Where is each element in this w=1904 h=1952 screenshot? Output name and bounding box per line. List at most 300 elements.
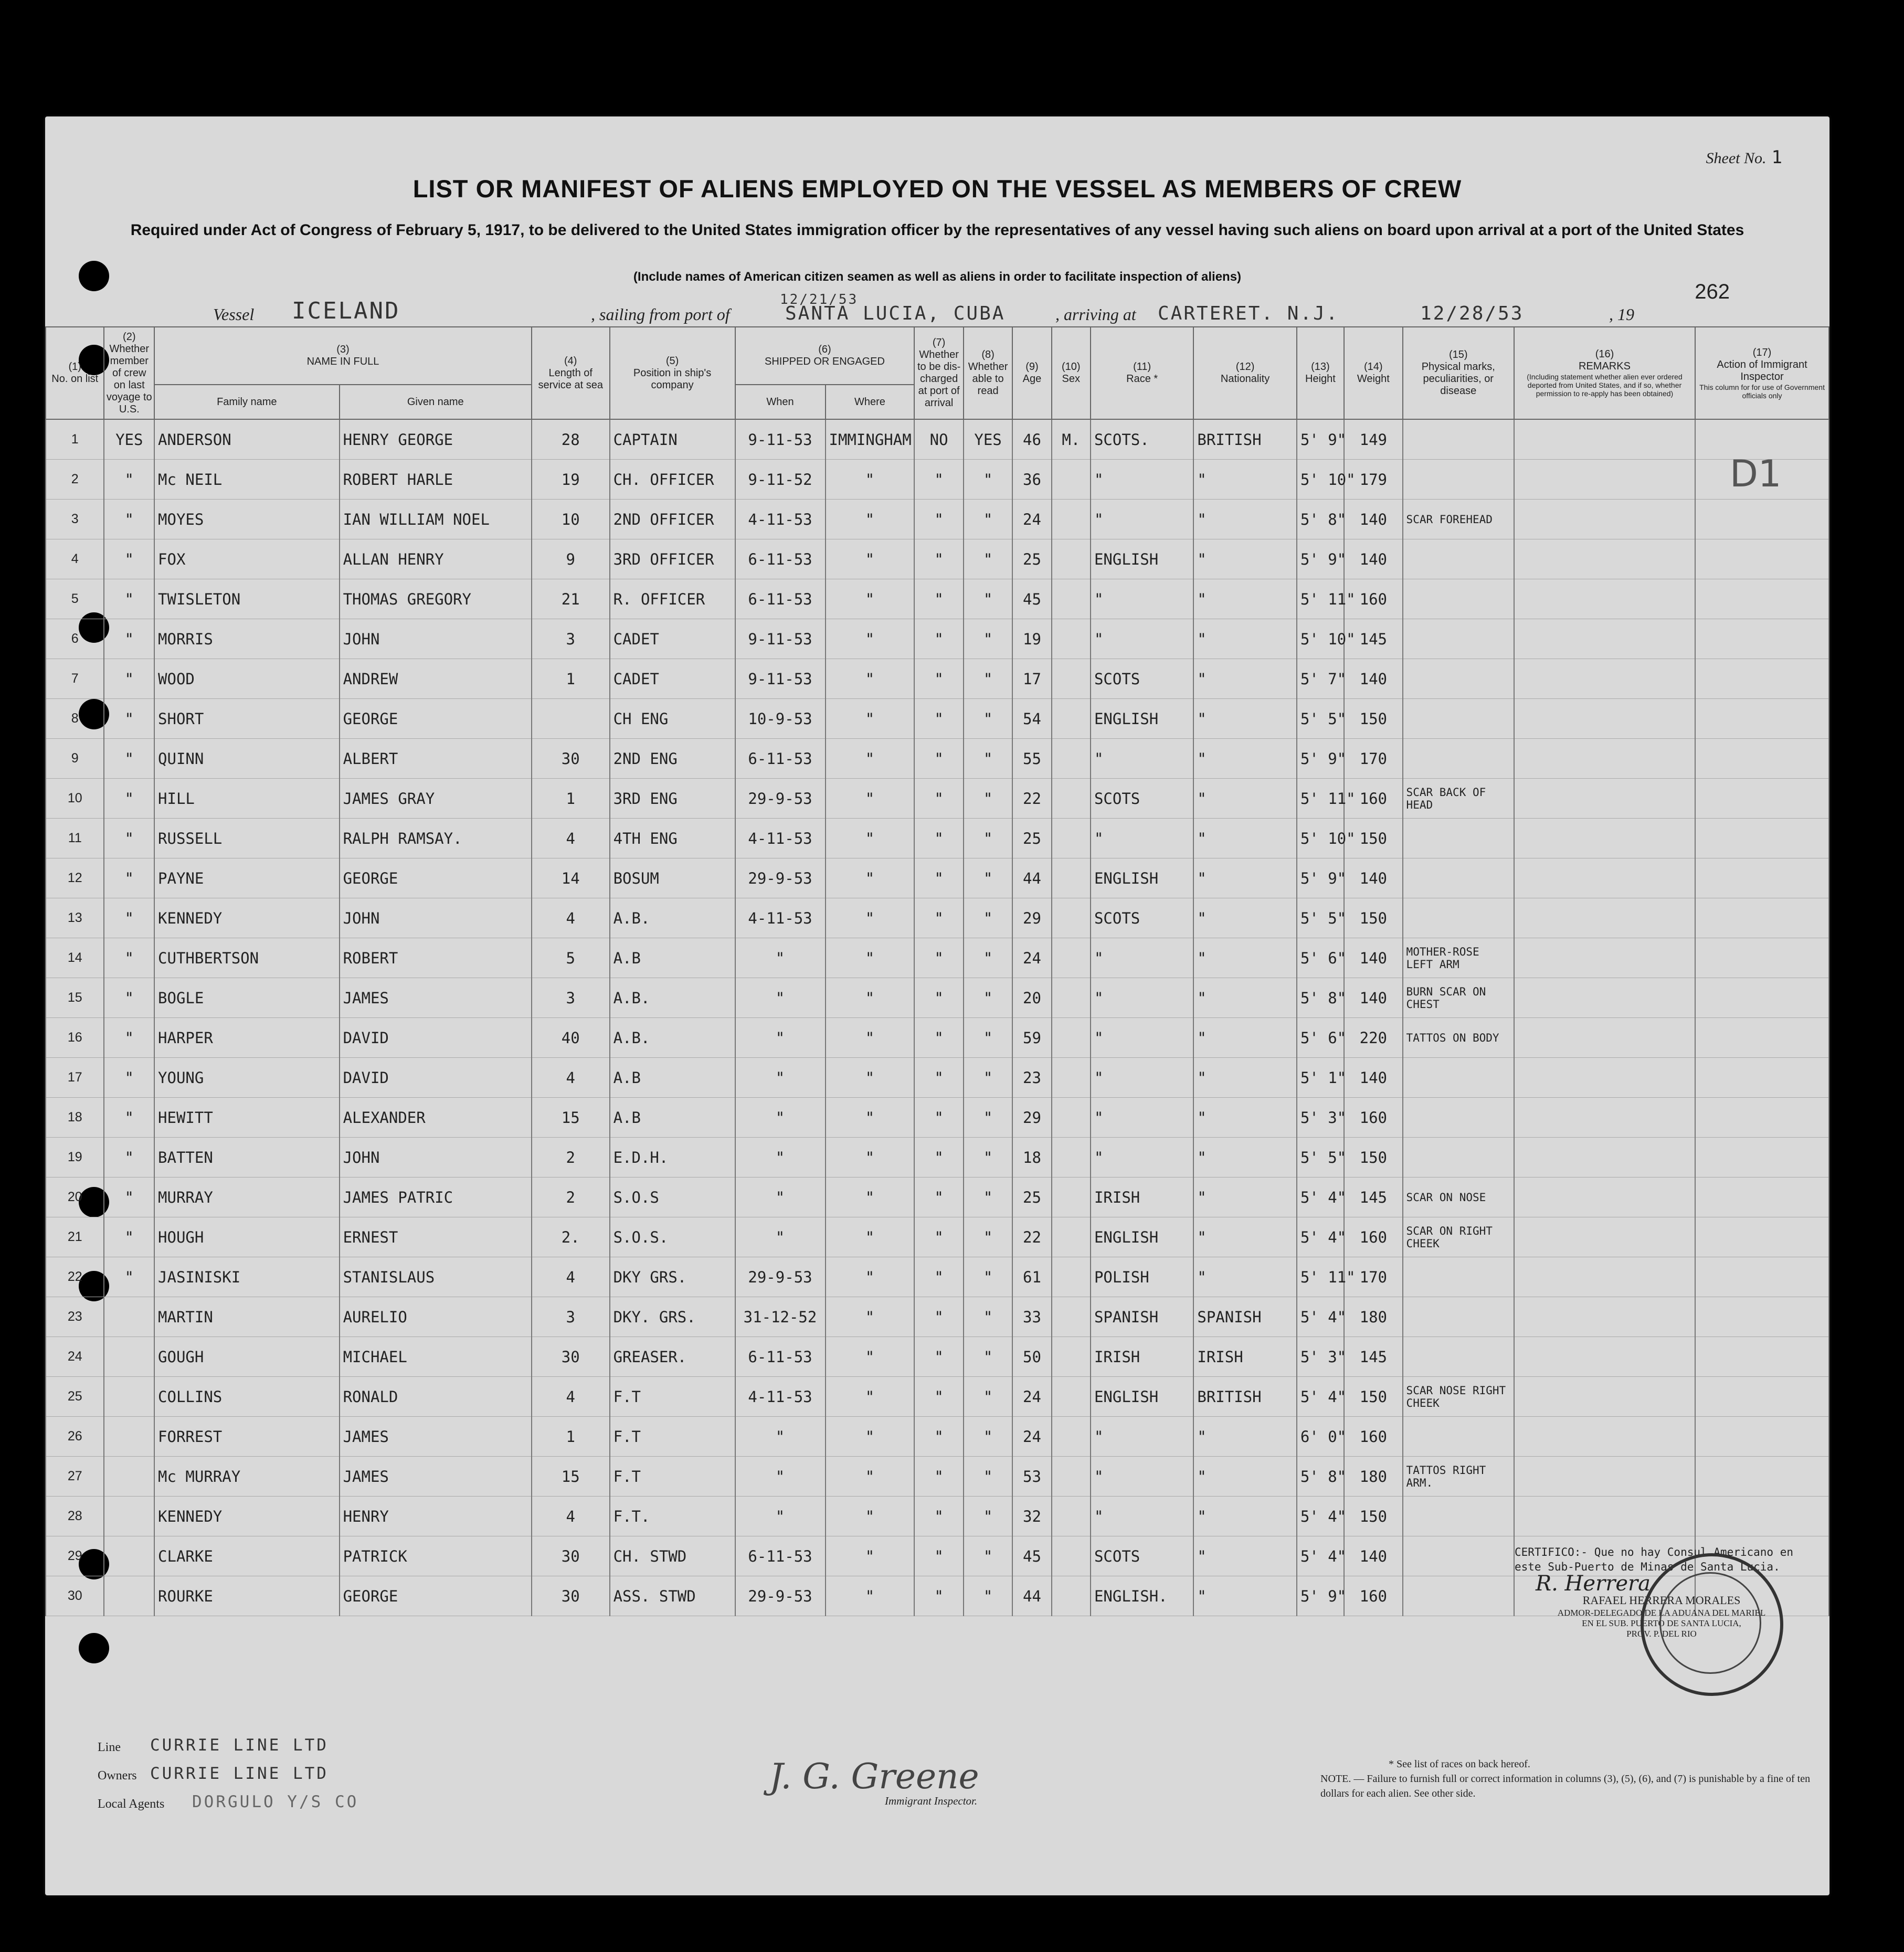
cell-discharged: " xyxy=(914,1417,963,1457)
cell-given: ANDREW xyxy=(340,659,532,699)
cell-no: 4 xyxy=(46,539,104,579)
cell-race: SCOTS xyxy=(1091,779,1193,819)
cell-weight: 145 xyxy=(1344,619,1402,659)
cell-when: 4-11-53 xyxy=(735,1377,826,1417)
cell-remarks xyxy=(1514,419,1695,460)
cell-given: MICHAEL xyxy=(340,1337,532,1377)
cell-age: 19 xyxy=(1012,619,1051,659)
cell-sex xyxy=(1052,858,1091,898)
cell-where: " xyxy=(826,1497,915,1536)
cell-race: ENGLISH xyxy=(1091,858,1193,898)
cell-remarks xyxy=(1514,460,1695,500)
col-whether-member: (2) Whether member of crew on last voyage to U.S. xyxy=(104,327,154,419)
cell-position: 3RD OFFICER xyxy=(610,539,735,579)
cell-remarks xyxy=(1514,619,1695,659)
cell-read: " xyxy=(964,779,1012,819)
cell-marks xyxy=(1403,1576,1514,1616)
cell-member: " xyxy=(104,460,154,500)
cell-where: " xyxy=(826,1337,915,1377)
cell-race: SCOTS xyxy=(1091,1536,1193,1576)
cell-action xyxy=(1695,1098,1829,1138)
cell-no: 27 xyxy=(46,1457,104,1497)
cell-where: " xyxy=(826,1457,915,1497)
cell-marks xyxy=(1403,579,1514,619)
cell-service: 4 xyxy=(532,1058,610,1098)
cell-when: 9-11-53 xyxy=(735,419,826,460)
cell-action xyxy=(1695,1018,1829,1058)
cell-sex xyxy=(1052,1257,1091,1297)
cell-discharged: " xyxy=(914,579,963,619)
cell-family: HARPER xyxy=(154,1018,340,1058)
cell-given: THOMAS GREGORY xyxy=(340,579,532,619)
cell-age: 45 xyxy=(1012,579,1051,619)
cell-no: 28 xyxy=(46,1497,104,1536)
cell-read: " xyxy=(964,938,1012,978)
cell-remarks xyxy=(1514,500,1695,539)
table-row xyxy=(46,739,1829,779)
cell-where: " xyxy=(826,1098,915,1138)
cell-read: " xyxy=(964,1497,1012,1536)
cell-height: 5' 8" xyxy=(1297,500,1344,539)
cell-given: RONALD xyxy=(340,1377,532,1417)
cell-nationality: BRITISH xyxy=(1193,419,1296,460)
cell-weight: 140 xyxy=(1344,858,1402,898)
cell-race: " xyxy=(1091,579,1193,619)
cell-service: 40 xyxy=(532,1018,610,1058)
cell-where: " xyxy=(826,819,915,858)
cell-when: " xyxy=(735,1457,826,1497)
table-row xyxy=(46,779,1829,819)
cell-height: 5' 11" xyxy=(1297,1257,1344,1297)
cell-member: " xyxy=(104,1138,154,1177)
cell-height: 5' 10" xyxy=(1297,819,1344,858)
cell-nationality: SPANISH xyxy=(1193,1297,1296,1337)
col-discharged: (7) Whether to be dis- charged at port of arrival xyxy=(914,327,963,419)
cell-sex xyxy=(1052,938,1091,978)
cell-family: CUTHBERTSON xyxy=(154,938,340,978)
cell-remarks xyxy=(1514,1257,1695,1297)
cell-nationality: " xyxy=(1193,619,1296,659)
arrival-date: 12/28/53 xyxy=(1420,303,1524,324)
cell-action xyxy=(1695,619,1829,659)
cell-given: JAMES xyxy=(340,1457,532,1497)
cell-when: 31-12-52 xyxy=(735,1297,826,1337)
cell-race: IRISH xyxy=(1091,1177,1193,1217)
cell-family: CLARKE xyxy=(154,1536,340,1576)
cell-family: MORRIS xyxy=(154,619,340,659)
cell-given: IAN WILLIAM NOEL xyxy=(340,500,532,539)
cell-where: " xyxy=(826,539,915,579)
cell-no: 11 xyxy=(46,819,104,858)
table-row xyxy=(46,539,1829,579)
cell-where: " xyxy=(826,1576,915,1616)
cell-marks xyxy=(1403,619,1514,659)
cell-sex xyxy=(1052,1058,1091,1098)
cell-age: 55 xyxy=(1012,739,1051,779)
cell-age: 24 xyxy=(1012,938,1051,978)
cell-position: 2ND ENG xyxy=(610,739,735,779)
cell-when: " xyxy=(735,978,826,1018)
col-race: (11) Race * xyxy=(1091,327,1193,419)
cell-remarks xyxy=(1514,1098,1695,1138)
col-position: (5) Position in ship's company xyxy=(610,327,735,419)
cell-action xyxy=(1695,1337,1829,1377)
cell-marks xyxy=(1403,460,1514,500)
cell-service: 30 xyxy=(532,1576,610,1616)
cell-member: " xyxy=(104,699,154,739)
cell-remarks xyxy=(1514,898,1695,938)
table-row xyxy=(46,978,1829,1018)
cell-position: A.B xyxy=(610,938,735,978)
cell-given: GEORGE xyxy=(340,1576,532,1616)
cell-read: " xyxy=(964,1217,1012,1257)
cell-race: SPANISH xyxy=(1091,1297,1193,1337)
cell-position: DKY. GRS. xyxy=(610,1297,735,1337)
table-row xyxy=(46,1457,1829,1497)
cell-nationality: " xyxy=(1193,659,1296,699)
cell-member xyxy=(104,1457,154,1497)
cell-service: 3 xyxy=(532,619,610,659)
table-row xyxy=(46,460,1829,500)
cell-when: 6-11-53 xyxy=(735,1536,826,1576)
cell-service: 9 xyxy=(532,539,610,579)
footnotes: * See list of races on back hereof. NOTE. — Failure to furnish full or correct information in columns (3), (5), (6), and (7) is punishable by a fine of ten dollars for each alien. See other side. xyxy=(1320,1758,1811,1799)
cell-marks xyxy=(1403,1417,1514,1457)
cell-member: " xyxy=(104,1058,154,1098)
cell-age: 36 xyxy=(1012,460,1051,500)
cell-no: 18 xyxy=(46,1098,104,1138)
line-value: CURRIE LINE LTD xyxy=(150,1736,329,1755)
cell-no: 3 xyxy=(46,500,104,539)
cell-sex xyxy=(1052,619,1091,659)
cell-action xyxy=(1695,500,1829,539)
cell-service: 30 xyxy=(532,1536,610,1576)
cell-race: " xyxy=(1091,1018,1193,1058)
cell-sex xyxy=(1052,1497,1091,1536)
cell-where: " xyxy=(826,858,915,898)
cell-nationality: " xyxy=(1193,539,1296,579)
cell-nationality: " xyxy=(1193,1257,1296,1297)
cell-given: RALPH RAMSAY. xyxy=(340,819,532,858)
cell-where: " xyxy=(826,898,915,938)
cell-where: " xyxy=(826,579,915,619)
cell-position: F.T xyxy=(610,1377,735,1417)
cell-age: 61 xyxy=(1012,1257,1051,1297)
cell-when: 10-9-53 xyxy=(735,699,826,739)
cell-where: " xyxy=(826,1536,915,1576)
cell-family: KENNEDY xyxy=(154,898,340,938)
cell-family: TWISLETON xyxy=(154,579,340,619)
cell-no: 6 xyxy=(46,619,104,659)
cell-race: IRISH xyxy=(1091,1337,1193,1377)
cell-member: " xyxy=(104,779,154,819)
cell-sex xyxy=(1052,500,1091,539)
cell-height: 5' 3" xyxy=(1297,1337,1344,1377)
cell-remarks xyxy=(1514,1377,1695,1417)
cell-given: JOHN xyxy=(340,1138,532,1177)
cell-family: HILL xyxy=(154,779,340,819)
cell-action xyxy=(1695,898,1829,938)
cell-member xyxy=(104,1297,154,1337)
cell-marks xyxy=(1403,1138,1514,1177)
table-row xyxy=(46,1138,1829,1177)
cell-given: JAMES xyxy=(340,1417,532,1457)
cell-when: " xyxy=(735,1217,826,1257)
cell-height: 5' 5" xyxy=(1297,699,1344,739)
cell-when: " xyxy=(735,1018,826,1058)
cell-action xyxy=(1695,659,1829,699)
cell-action xyxy=(1695,1138,1829,1177)
cell-family: QUINN xyxy=(154,739,340,779)
cell-action xyxy=(1695,938,1829,978)
cell-given: JOHN xyxy=(340,898,532,938)
cell-no: 16 xyxy=(46,1018,104,1058)
cell-service: 4 xyxy=(532,1257,610,1297)
cell-nationality: IRISH xyxy=(1193,1337,1296,1377)
cell-service xyxy=(532,699,610,739)
cell-discharged: " xyxy=(914,779,963,819)
manifest-sheet xyxy=(45,116,1829,1895)
cell-weight: 160 xyxy=(1344,1098,1402,1138)
cell-service: 1 xyxy=(532,1417,610,1457)
customs-stamp-seal xyxy=(1641,1553,1783,1696)
cell-member: " xyxy=(104,978,154,1018)
col-family-name: Family name xyxy=(154,385,340,419)
cell-service: 4 xyxy=(532,1377,610,1417)
cell-read: " xyxy=(964,619,1012,659)
cell-remarks xyxy=(1514,858,1695,898)
cell-race: " xyxy=(1091,500,1193,539)
table-row xyxy=(46,500,1829,539)
cell-discharged: " xyxy=(914,699,963,739)
cell-service: 21 xyxy=(532,579,610,619)
cell-age: 50 xyxy=(1012,1337,1051,1377)
cell-position: A.B xyxy=(610,1098,735,1138)
owners-value: CURRIE LINE LTD xyxy=(150,1764,329,1783)
cell-marks xyxy=(1403,659,1514,699)
cell-action xyxy=(1695,1497,1829,1536)
cell-race: SCOTS xyxy=(1091,898,1193,938)
cell-sex xyxy=(1052,1576,1091,1616)
cell-remarks xyxy=(1514,1337,1695,1377)
cell-no: 1 xyxy=(46,419,104,460)
cell-height: 5' 5" xyxy=(1297,1138,1344,1177)
cell-discharged: " xyxy=(914,1297,963,1337)
cell-given: JAMES PATRIC xyxy=(340,1177,532,1217)
cell-discharged: " xyxy=(914,539,963,579)
table-row xyxy=(46,1098,1829,1138)
cell-no: 8 xyxy=(46,699,104,739)
cell-when: 4-11-53 xyxy=(735,819,826,858)
cell-where: " xyxy=(826,978,915,1018)
cell-race: " xyxy=(1091,460,1193,500)
cell-position: DKY GRS. xyxy=(610,1257,735,1297)
cell-nationality: " xyxy=(1193,1457,1296,1497)
cell-action xyxy=(1695,739,1829,779)
cell-read: " xyxy=(964,699,1012,739)
cell-sex xyxy=(1052,1457,1091,1497)
cell-when: 29-9-53 xyxy=(735,858,826,898)
cell-given: JAMES GRAY xyxy=(340,779,532,819)
cell-age: 32 xyxy=(1012,1497,1051,1536)
cell-nationality: " xyxy=(1193,500,1296,539)
cell-family: MURRAY xyxy=(154,1177,340,1217)
cell-member: " xyxy=(104,898,154,938)
cell-sex xyxy=(1052,699,1091,739)
cell-position: CH. OFFICER xyxy=(610,460,735,500)
cell-marks xyxy=(1403,739,1514,779)
cell-race: POLISH xyxy=(1091,1257,1193,1297)
cell-where: " xyxy=(826,619,915,659)
cell-remarks xyxy=(1514,699,1695,739)
cell-where: " xyxy=(826,1257,915,1297)
inspector-action-mark: D1 xyxy=(1730,452,1782,495)
cell-action xyxy=(1695,1417,1829,1457)
cell-remarks xyxy=(1514,1497,1695,1536)
cell-nationality: " xyxy=(1193,819,1296,858)
col-length-service: (4) Length of service at sea xyxy=(532,327,610,419)
cell-marks xyxy=(1403,819,1514,858)
cell-read: YES xyxy=(964,419,1012,460)
cell-no: 22 xyxy=(46,1257,104,1297)
cell-service: 15 xyxy=(532,1457,610,1497)
cell-service: 4 xyxy=(532,1497,610,1536)
cell-position: A.B. xyxy=(610,898,735,938)
col-weight: (14) Weight xyxy=(1344,327,1402,419)
cell-sex xyxy=(1052,539,1091,579)
cell-discharged: " xyxy=(914,1377,963,1417)
cell-read: " xyxy=(964,978,1012,1018)
cell-action xyxy=(1695,579,1829,619)
cell-when: 29-9-53 xyxy=(735,1257,826,1297)
cell-where: " xyxy=(826,1217,915,1257)
cell-weight: 140 xyxy=(1344,1058,1402,1098)
cell-given: ALLAN HENRY xyxy=(340,539,532,579)
cell-age: 22 xyxy=(1012,779,1051,819)
cell-position: 2ND OFFICER xyxy=(610,500,735,539)
cell-action xyxy=(1695,1177,1829,1217)
cell-weight: 150 xyxy=(1344,699,1402,739)
cell-read: " xyxy=(964,858,1012,898)
cell-family: FOX xyxy=(154,539,340,579)
cell-member: " xyxy=(104,1257,154,1297)
cell-position: S.O.S xyxy=(610,1177,735,1217)
cell-when: 4-11-53 xyxy=(735,898,826,938)
vessel-owners-block: Line CURRIE LINE LTD Owners CURRIE LINE LTD Local Agents DORGULO Y/S CO xyxy=(98,1736,359,1811)
cell-family: WOOD xyxy=(154,659,340,699)
cell-family: ANDERSON xyxy=(154,419,340,460)
cell-where: " xyxy=(826,1018,915,1058)
cell-age: 29 xyxy=(1012,1098,1051,1138)
cell-family: JASINISKI xyxy=(154,1257,340,1297)
cell-member: " xyxy=(104,659,154,699)
cell-discharged: " xyxy=(914,1457,963,1497)
binder-hole xyxy=(79,1633,109,1663)
cell-marks xyxy=(1403,1497,1514,1536)
cell-when: " xyxy=(735,1417,826,1457)
cell-sex: M. xyxy=(1052,419,1091,460)
table-row xyxy=(46,1297,1829,1337)
cell-race: " xyxy=(1091,619,1193,659)
cell-member: " xyxy=(104,1217,154,1257)
table-row xyxy=(46,858,1829,898)
cell-sex xyxy=(1052,1377,1091,1417)
cell-where: " xyxy=(826,1138,915,1177)
cell-weight: 150 xyxy=(1344,819,1402,858)
cell-given: HENRY xyxy=(340,1497,532,1536)
cell-when: 4-11-53 xyxy=(735,500,826,539)
cell-read: " xyxy=(964,500,1012,539)
cell-discharged: NO xyxy=(914,419,963,460)
document-subtitle: Required under Act of Congress of February 5, 1917, to be delivered to the United States immigration officer by the representatives of any vessel having such aliens on board upon arrival at a port of the United States xyxy=(130,221,1744,239)
cell-race: " xyxy=(1091,1417,1193,1457)
cell-position: R. OFFICER xyxy=(610,579,735,619)
cell-no: 12 xyxy=(46,858,104,898)
col-action-inspector: (17) Action of Immigrant Inspector This column for for use of Government officials only xyxy=(1695,327,1829,419)
cell-marks: SCAR ON NOSE xyxy=(1403,1177,1514,1217)
col-given-name: Given name xyxy=(340,385,532,419)
document-title: LIST OR MANIFEST OF ALIENS EMPLOYED ON THE VESSEL AS MEMBERS OF CREW xyxy=(412,175,1462,203)
sheet-number: Sheet No. 1 xyxy=(1706,147,1782,168)
cell-member: YES xyxy=(104,419,154,460)
cell-nationality: " xyxy=(1193,1536,1296,1576)
cell-discharged: " xyxy=(914,858,963,898)
cell-weight: 145 xyxy=(1344,1337,1402,1377)
cell-service: 3 xyxy=(532,1297,610,1337)
cell-nationality: " xyxy=(1193,1417,1296,1457)
cell-read: " xyxy=(964,1457,1012,1497)
cell-read: " xyxy=(964,1018,1012,1058)
cell-family: GOUGH xyxy=(154,1337,340,1377)
cell-discharged: " xyxy=(914,938,963,978)
cell-position: CAPTAIN xyxy=(610,419,735,460)
cell-age: 54 xyxy=(1012,699,1051,739)
col-sex: (10) Sex xyxy=(1052,327,1091,419)
cell-nationality: " xyxy=(1193,1018,1296,1058)
cell-discharged: " xyxy=(914,1576,963,1616)
cell-weight: 220 xyxy=(1344,1018,1402,1058)
cell-race: " xyxy=(1091,1497,1193,1536)
cell-family: MOYES xyxy=(154,500,340,539)
cell-discharged: " xyxy=(914,739,963,779)
cell-height: 5' 4" xyxy=(1297,1497,1344,1536)
cell-nationality: " xyxy=(1193,779,1296,819)
cell-action xyxy=(1695,1377,1829,1417)
cell-service: 30 xyxy=(532,739,610,779)
crew-table xyxy=(45,326,1829,1616)
cell-when: 6-11-53 xyxy=(735,579,826,619)
cell-service: 10 xyxy=(532,500,610,539)
table-header xyxy=(46,327,1829,419)
cell-remarks xyxy=(1514,978,1695,1018)
cell-given: JAMES xyxy=(340,978,532,1018)
cell-race: SCOTS xyxy=(1091,659,1193,699)
cell-read: " xyxy=(964,579,1012,619)
cell-read: " xyxy=(964,1098,1012,1138)
cell-family: HOUGH xyxy=(154,1217,340,1257)
cell-weight: 160 xyxy=(1344,1576,1402,1616)
cell-remarks xyxy=(1514,1217,1695,1257)
cell-marks: SCAR FOREHEAD xyxy=(1403,500,1514,539)
cell-family: MARTIN xyxy=(154,1297,340,1337)
col-name-in-full: (3) NAME IN FULL xyxy=(154,327,532,385)
cell-height: 5' 9" xyxy=(1297,739,1344,779)
cell-height: 5' 4" xyxy=(1297,1536,1344,1576)
departure-port: SANTA LUCIA, CUBA xyxy=(785,303,1006,324)
cell-age: 59 xyxy=(1012,1018,1051,1058)
cell-read: " xyxy=(964,1257,1012,1297)
cell-discharged: " xyxy=(914,659,963,699)
